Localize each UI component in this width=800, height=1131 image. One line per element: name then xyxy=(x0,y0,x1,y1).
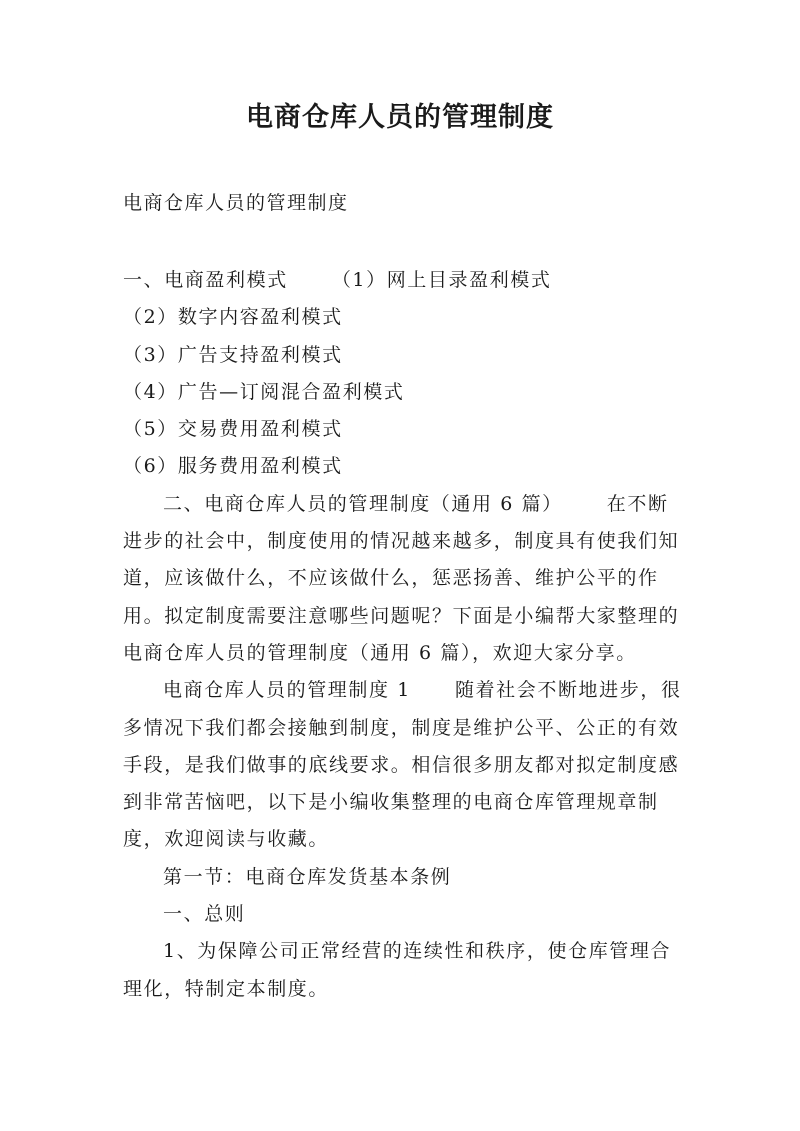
model-5: （5）交易费用盈利模式 xyxy=(123,418,343,441)
model-4: （4）广告—订阅混合盈利模式 xyxy=(123,380,405,403)
models-heading: 一、电商盈利模式 xyxy=(123,269,288,291)
document-title: 电商仓库人员的管理制度 xyxy=(246,102,554,133)
article1-text: 随着社会不断地进步，很多情况下我们都会接触到制度，制度是维护公平、公正的有效手段，是我们做事的底线要求。相信很多朋友都对拟定制度感到非常苦恼吧，以下是小编收集整理的电商仓库管理规章制度，欢迎阅读与收藏。 xyxy=(123,679,682,851)
general-heading: 一、总则 xyxy=(163,903,246,926)
section2-text: 在不断进步的社会中，制度使用的情况越来越多，制度具有使我们知道，应该做什么，不应该做什么，惩恶扬善、维护公平的作用。拟定制度需要注意哪些问题呢？下面是小编帮大家整理的电商仓库人员的管理制度（通用 6 篇），欢迎大家分享。 xyxy=(123,492,680,664)
model-1: （1）网上目录盈利模式 xyxy=(331,269,552,291)
document-body xyxy=(123,262,688,1008)
article1-heading: 电商仓库人员的管理制度 1 xyxy=(163,679,411,702)
model-3: （3）广告支持盈利模式 xyxy=(123,343,343,366)
document-subtitle: 电商仓库人员的管理制度 xyxy=(123,192,349,214)
section2-heading: 二、电商仓库人员的管理制度（通用 6 篇） xyxy=(163,492,563,515)
model-2: （2）数字内容盈利模式 xyxy=(123,306,343,329)
models-heading-line xyxy=(123,262,688,299)
clause-1: 1、为保障公司正常经营的连续性和秩序，使仓库管理合理化，特制定本制度。 xyxy=(123,940,672,1000)
section2-paragraph xyxy=(123,486,688,672)
section-1-heading: 第一节：电商仓库发货基本条例 xyxy=(163,865,452,888)
model-6: （6）服务费用盈利模式 xyxy=(123,455,343,478)
article1-paragraph xyxy=(123,672,688,858)
